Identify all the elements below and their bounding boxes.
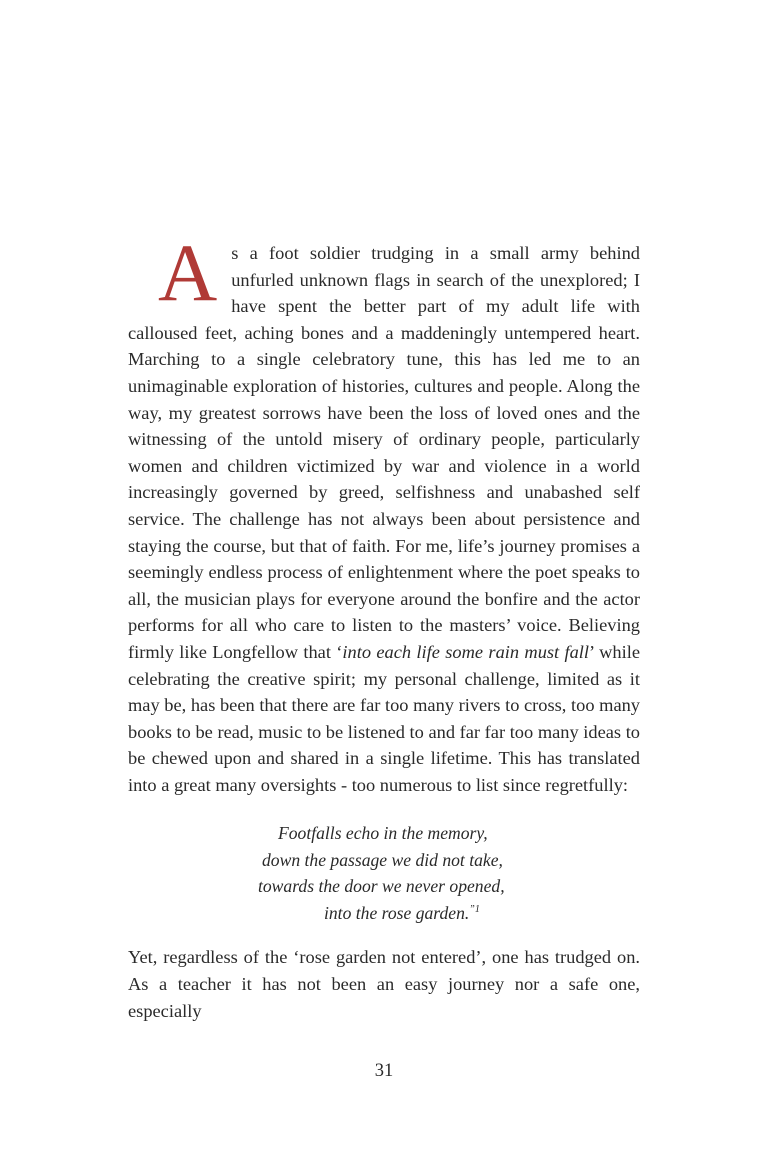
longfellow-quote: into each life some rain must fall [342, 641, 590, 662]
body-text [128, 227, 640, 1024]
second-paragraph: Yet, regardless of the ‘rose garden not entered’, one has trudged on. As a teacher it has not been an easy journey nor a safe one, especially [128, 947, 640, 1021]
opening-paragraph-text: s a foot soldier trudging in a small army behind unfurled unknown flags in search of the unexplored; I have spent the better part of my adult life with calloused feet, aching bones and a maddeningly untempered heart. Marching to a single celebratory tune, this has led me to an unimaginable exploration of histories, cultures and people. Along the way, my greatest sorrows have been the loss of loved ones and the witnessing of the untold misery of ordinary people, particularly women and children victimized by war and violence in a world increasingly governed by greed, selfishness and unabashed self service. The challenge has not always been about persistence and staying the course, but that of faith. For me, life’s journey promises a seemingly endless process of enlightenment where the poet speaks to all, the musician plays for everyone around the bonfire and the actor performs for all who care to listen to the masters’ voice. Believing firmly like Longfellow that ‘ [128, 243, 640, 662]
drop-cap: A [158, 227, 218, 318]
verse-line-3: towards the door we never opened, [258, 876, 505, 897]
footnote-marker: ”1 [469, 904, 480, 916]
verse-line-1: Footfalls echo in the memory, [278, 823, 488, 844]
page-number: 31 [374, 1061, 394, 1081]
verse-line-4-text: into the rose garden. [324, 902, 470, 923]
opening-paragraph [128, 227, 640, 798]
verse-quote [128, 820, 640, 926]
opening-paragraph-text-continued: ’ while celebrating the creative spirit; my personal challenge, limited as it may be, has been that there are far too many rivers to cross, too many books to be read, music to be listened to and far far too many ideas to be chewed upon and shared in a single lifetime. This has translated into a great many oversights - too numerous to list since regretfully: [128, 641, 640, 795]
verse-line-4 [128, 900, 640, 927]
verse-line-2: down the passage we did not take, [262, 849, 503, 870]
